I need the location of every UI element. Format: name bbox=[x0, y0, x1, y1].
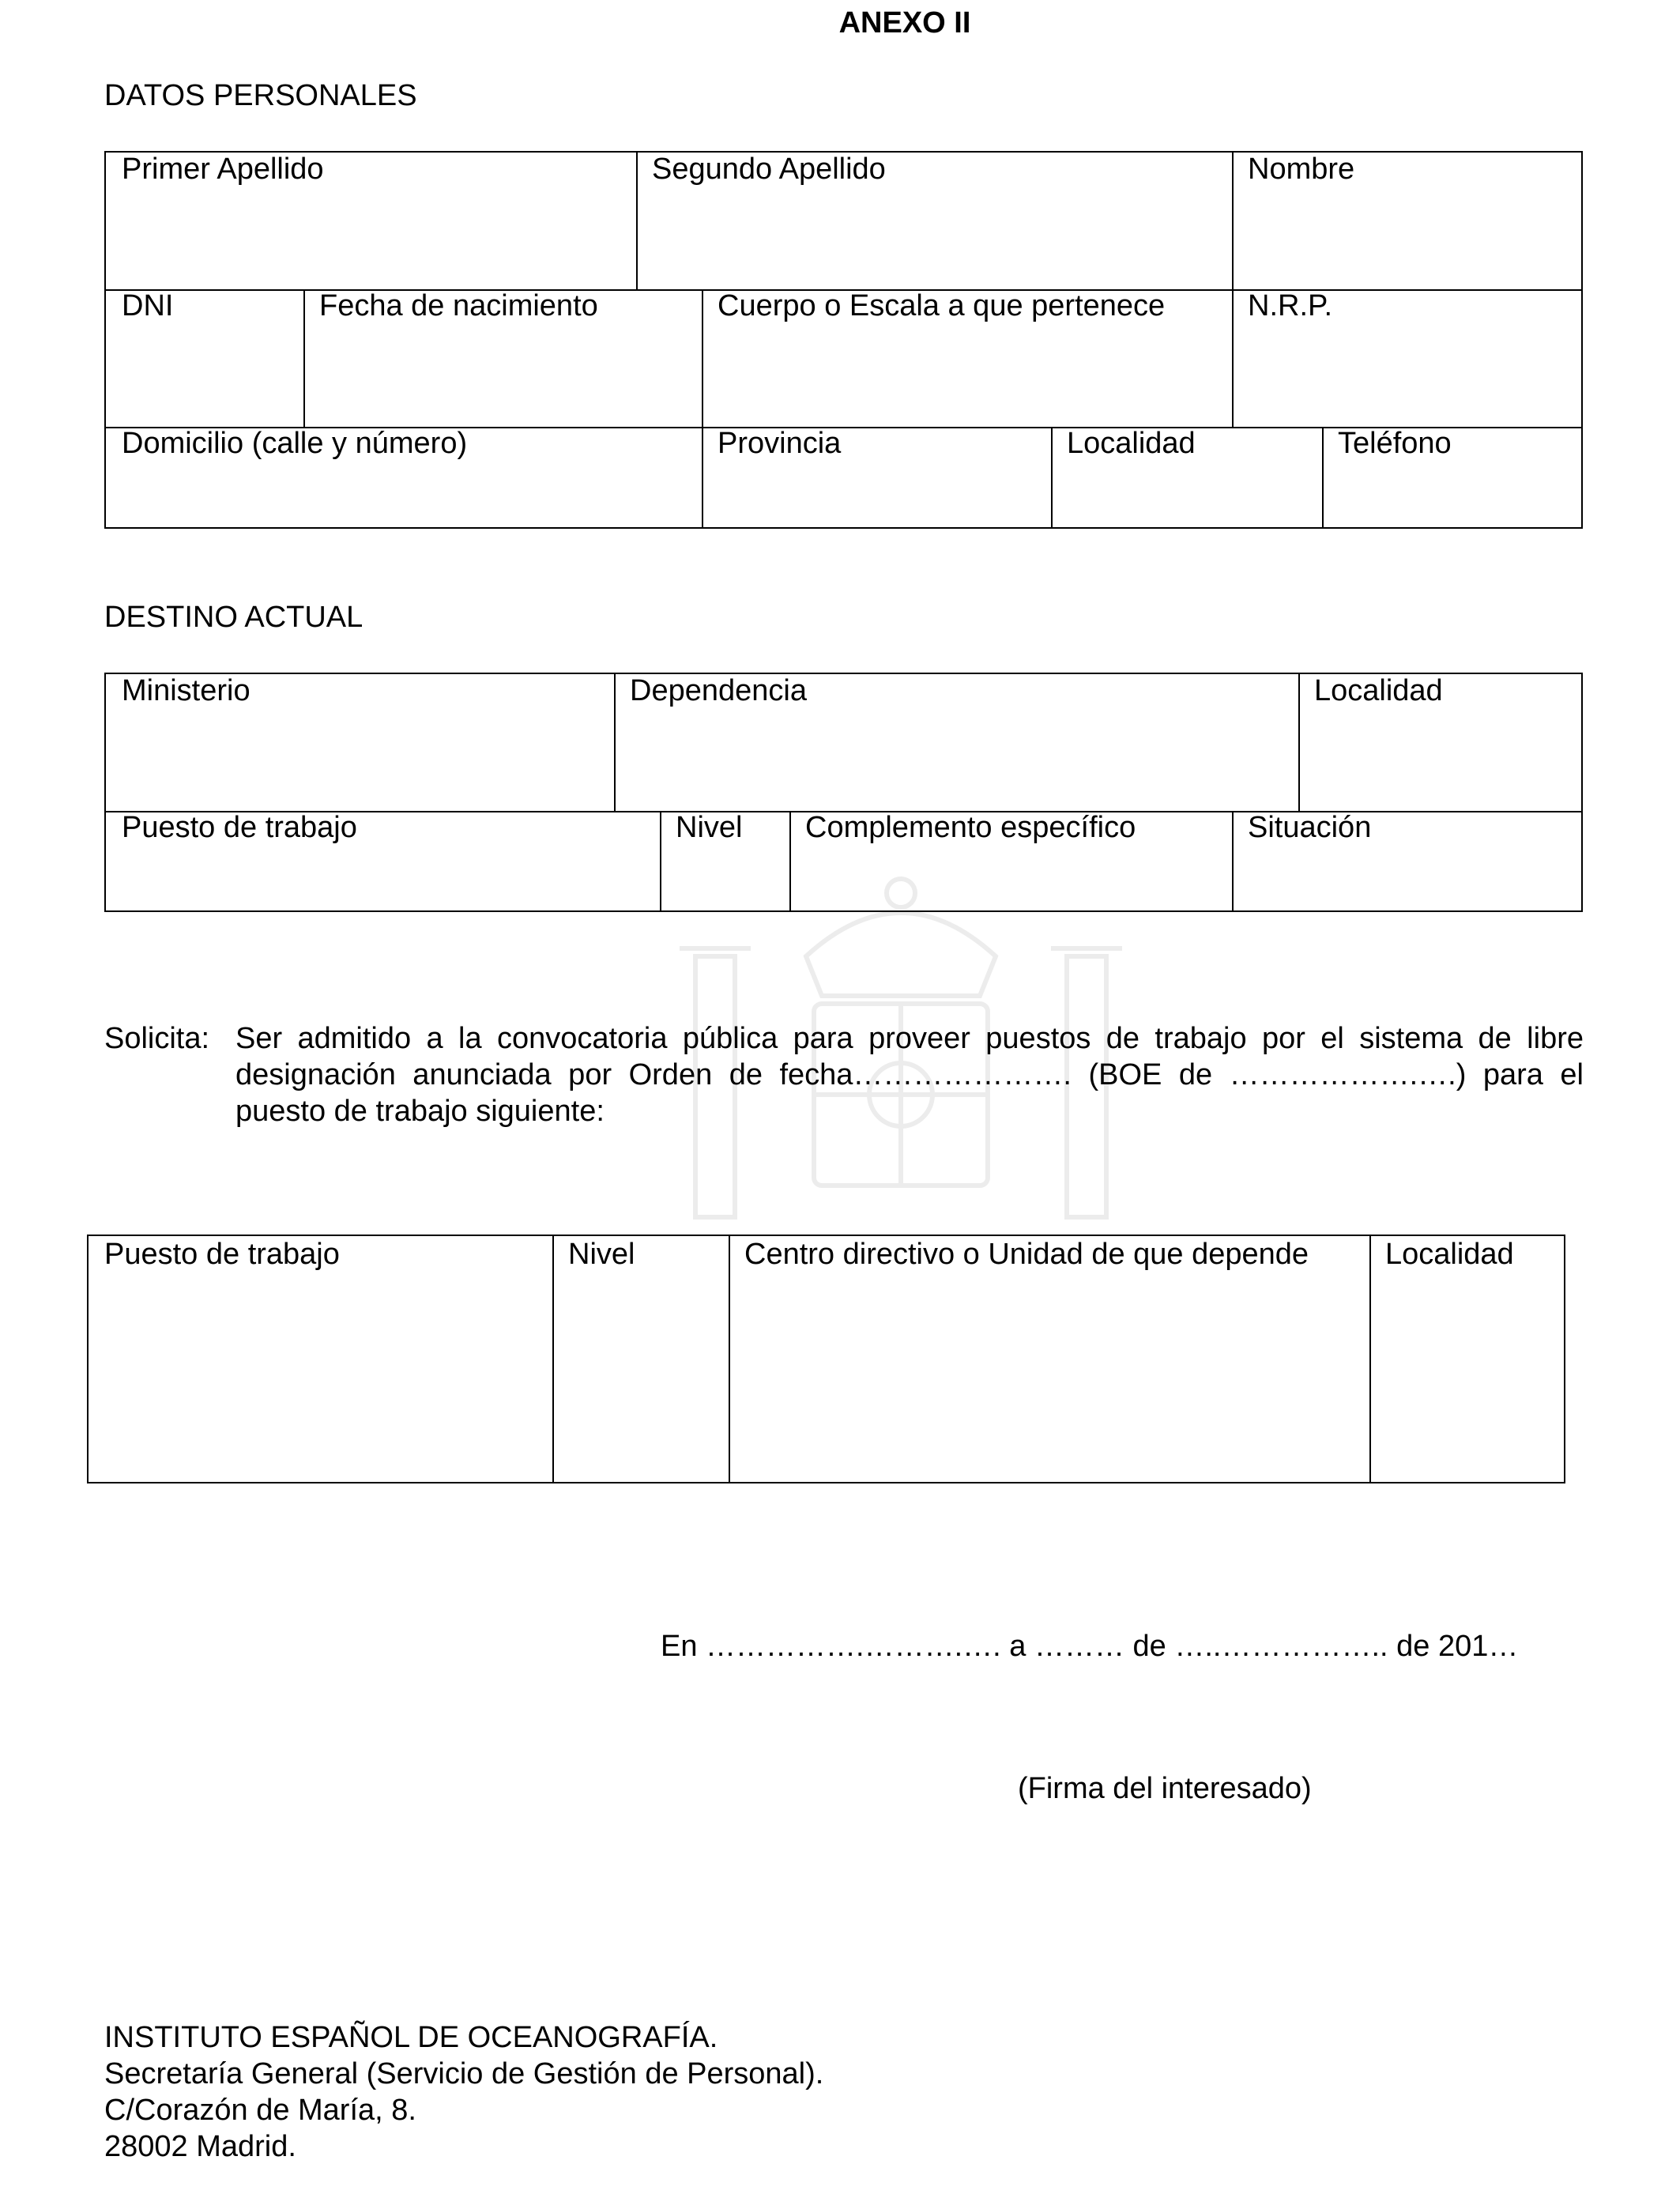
field-fecha-nacimiento[interactable]: Fecha de nacimiento bbox=[319, 289, 598, 322]
document-title: ANEXO II bbox=[838, 6, 971, 40]
field-nivel-solicitado[interactable]: Nivel bbox=[568, 1238, 635, 1271]
solicita-label: Solicita: bbox=[104, 1022, 210, 1055]
signature-label: (Firma del interesado) bbox=[1018, 1772, 1312, 1805]
section-destino-actual: DESTINO ACTUAL bbox=[104, 601, 363, 634]
footer-address bbox=[104, 2019, 823, 2165]
field-dni[interactable]: DNI bbox=[122, 289, 174, 322]
field-localidad-solicitada[interactable]: Localidad bbox=[1385, 1238, 1514, 1271]
place-date-line: En …………….……….…. a ……… de …..…………….. de 201… bbox=[661, 1630, 1519, 1663]
destino-actual-table bbox=[104, 673, 1583, 912]
solicita-line-1: Ser admitido a la convocatoria pública para proveer puestos de trabajo por el sistema de libre bbox=[235, 1022, 1584, 1055]
puesto-solicitado-table bbox=[87, 1235, 1565, 1483]
field-telefono[interactable]: Teléfono bbox=[1338, 427, 1452, 460]
footer-department: Secretaría General (Servicio de Gestión de Personal). bbox=[104, 2057, 824, 2090]
solicita-line-3: puesto de trabajo siguiente: bbox=[235, 1095, 605, 1128]
personal-data-table bbox=[104, 151, 1583, 529]
field-nrp[interactable]: N.R.P. bbox=[1248, 289, 1333, 322]
field-nivel[interactable]: Nivel bbox=[676, 811, 743, 844]
footer-city: 28002 Madrid. bbox=[104, 2130, 296, 2163]
field-dependencia[interactable]: Dependencia bbox=[630, 674, 807, 707]
field-ministerio[interactable]: Ministerio bbox=[122, 674, 250, 707]
field-localidad[interactable]: Localidad bbox=[1067, 427, 1196, 460]
field-primer-apellido[interactable]: Primer Apellido bbox=[122, 153, 324, 186]
field-complemento-especifico[interactable]: Complemento específico bbox=[805, 811, 1136, 844]
solicita-line-2: designación anunciada por Orden de fecha…………………. (BOE de ……………….….) para el bbox=[235, 1058, 1584, 1091]
field-nombre[interactable]: Nombre bbox=[1248, 153, 1355, 186]
field-puesto-trabajo[interactable]: Puesto de trabajo bbox=[122, 811, 357, 844]
footer-institution: INSTITUTO ESPAÑOL DE OCEANOGRAFÍA. bbox=[104, 2021, 718, 2054]
field-cuerpo-escala[interactable]: Cuerpo o Escala a que pertenece bbox=[718, 289, 1166, 322]
field-provincia[interactable]: Provincia bbox=[718, 427, 842, 460]
field-situacion[interactable]: Situación bbox=[1248, 811, 1372, 844]
field-segundo-apellido[interactable]: Segundo Apellido bbox=[652, 153, 886, 186]
section-datos-personales: DATOS PERSONALES bbox=[104, 79, 417, 112]
footer-street: C/Corazón de María, 8. bbox=[104, 2094, 416, 2127]
field-domicilio[interactable]: Domicilio (calle y número) bbox=[122, 427, 468, 460]
field-centro-directivo[interactable]: Centro directivo o Unidad de que depende bbox=[744, 1238, 1309, 1271]
field-puesto-solicitado[interactable]: Puesto de trabajo bbox=[104, 1238, 340, 1271]
field-destino-localidad[interactable]: Localidad bbox=[1314, 674, 1443, 707]
